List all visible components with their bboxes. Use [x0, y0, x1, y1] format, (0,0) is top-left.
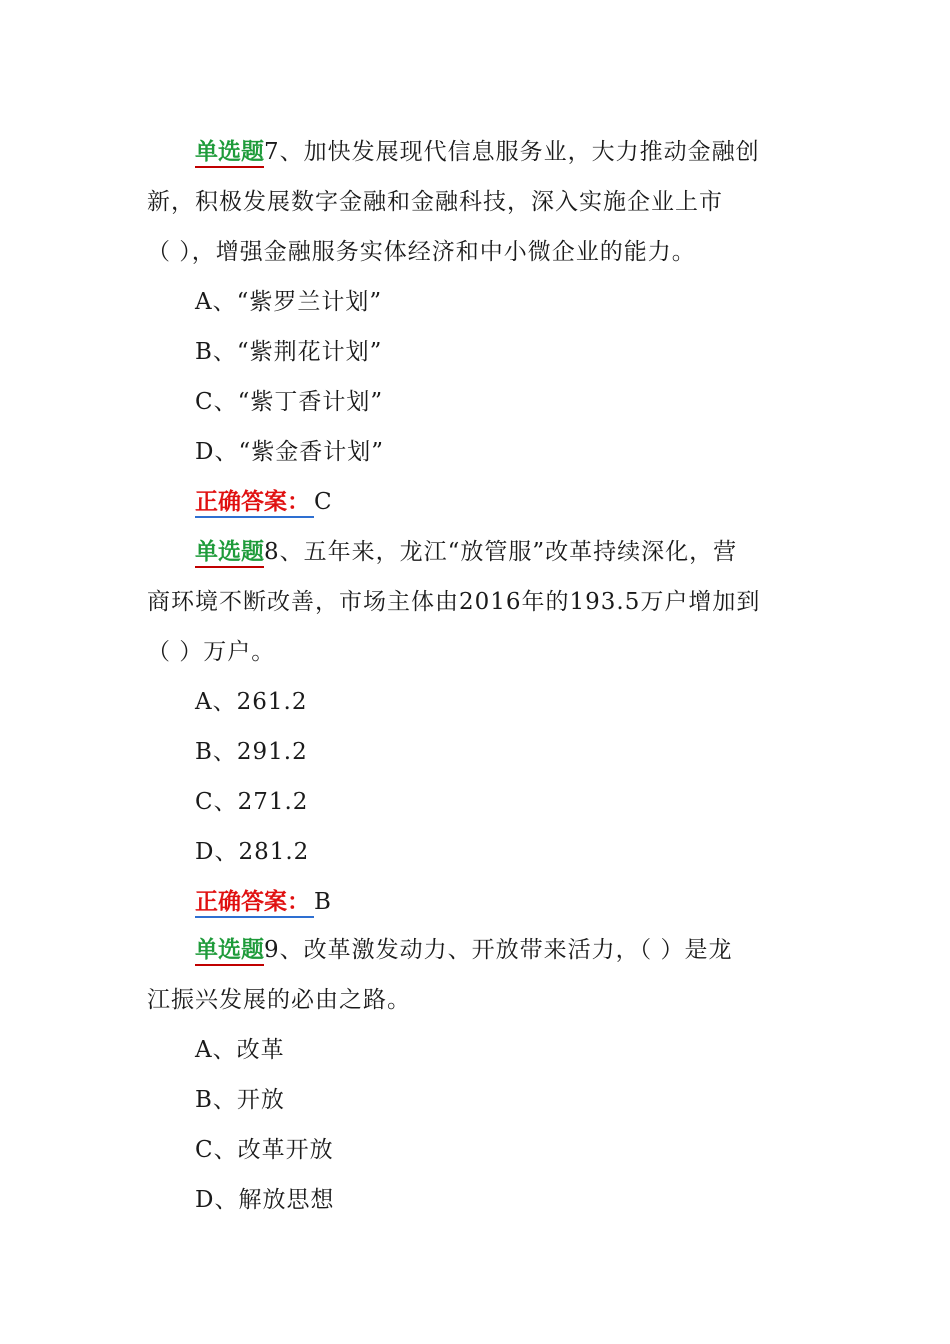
question-8-option-a: A、261.2 — [195, 689, 308, 715]
question-8-answer — [195, 877, 875, 927]
answer-value: C — [314, 489, 333, 515]
question-8-stem-line-3: （ ）万户。 — [147, 639, 276, 665]
question-7-answer — [195, 477, 875, 527]
answer-value: B — [314, 889, 332, 915]
question-7-stem-line-2: 新，积极发展数字金融和金融科技，深入实施企业上市 — [147, 189, 723, 215]
question-8-option-c: C、271.2 — [195, 789, 309, 815]
question-7-option-a: A、“紫罗兰计划” — [195, 289, 383, 315]
question-7-option-d: D、“紫金香计划” — [195, 439, 384, 465]
question-9-option-d: D、解放思想 — [195, 1187, 335, 1213]
question-9-stem-line-1: 单选题9、改革激发动力、开放带来活力，（ ）是龙 — [195, 925, 875, 975]
question-7-option-b: B、“紫荆花计划” — [195, 339, 383, 365]
question-7-stem-line-3: （ ），增强金融服务实体经济和中小微企业的能力。 — [147, 239, 696, 265]
question-9-option-b: B、开放 — [195, 1087, 285, 1113]
question-9-option-a: A、改革 — [195, 1037, 285, 1063]
question-8-stem-line-1: 单选题8、五年来，龙江“放管服”改革持续深化，营 — [195, 527, 875, 577]
question-8-option-b: B、291.2 — [195, 739, 308, 765]
question-9-stem-line-2: 江振兴发展的必由之路。 — [147, 987, 411, 1013]
correct-answer-tag: 正确答案： — [195, 889, 314, 918]
question-8-stem-line-2: 商环境不断改善，市场主体由2016年的193.5万户增加到 — [147, 589, 761, 615]
question-7-stem-line-1: 单选题7、加快发展现代信息服务业，大力推动金融创 — [195, 127, 875, 177]
single-choice-tag: 单选题 — [195, 539, 264, 568]
correct-answer-tag: 正确答案： — [195, 489, 314, 518]
single-choice-tag: 单选题 — [195, 937, 264, 966]
single-choice-tag: 单选题 — [195, 139, 264, 168]
question-9-option-c: C、改革开放 — [195, 1137, 334, 1163]
question-7-option-c: C、“紫丁香计划” — [195, 389, 384, 415]
question-8-option-d: D、281.2 — [195, 839, 310, 865]
